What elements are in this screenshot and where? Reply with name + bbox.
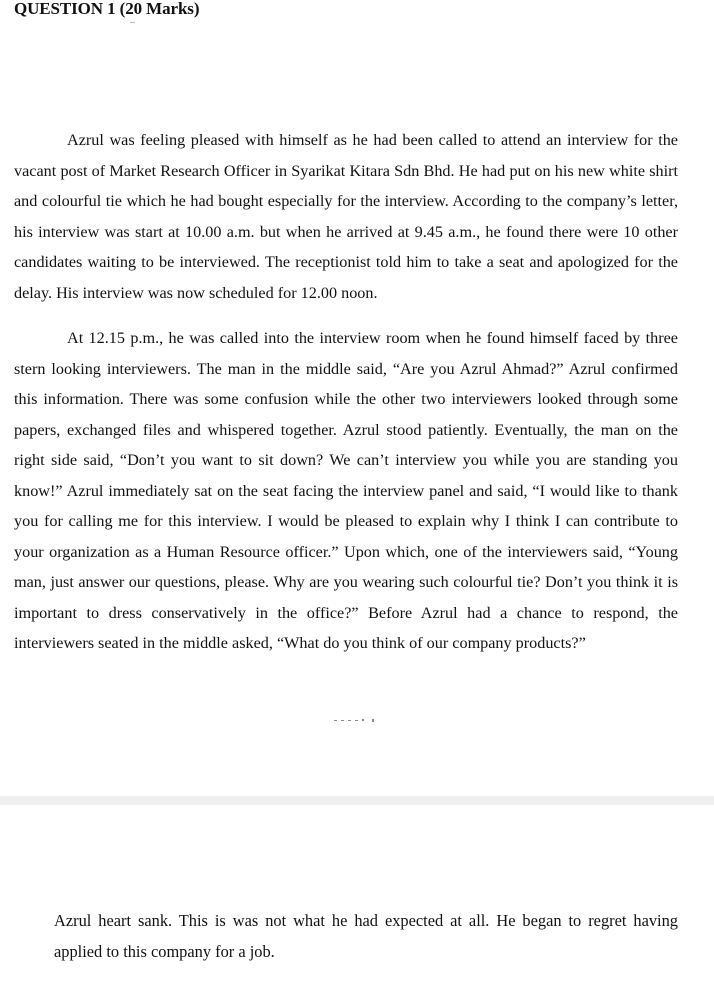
- question-heading: QUESTION 1 (20 Marks): [14, 0, 200, 18]
- page-divider: [0, 796, 714, 805]
- case-paragraph-2: At 12.15 p.m., he was called into the interview room when he found himself faced by three stern looking interviewers. The man in the middle said, “Are you Azrul Ahmad?” Azrul confirmed this information. There was some confusion while the other two interviewers looked through some papers, exchanged files and whispered together. Azrul stood patiently. Eventually, the man on the right side said, “Don’t you want to sit down? We can’t interview you while you are standing you know!” Azrul immediately sat on the seat facing the interview panel and said, “I would like to thank you for calling me for this interview. I would be pleased to explain why I think I can contribute to your organization as a Human Resource officer.” Upon which, one of the interviewers said, “Young man, just answer our questions, please. Why are you wearing such colourful tie? Don’t you think it is important to dress conservatively in the office?” Before Azrul had a chance to respond, the interviewers seated in the middle asked, “What do you think of our company products?”: [14, 329, 678, 652]
- scan-artifact: [130, 22, 135, 23]
- case-paragraph-3: Azrul heart sank. This is was not what he had expected at all. He began to regret having applied to this company for a job.: [54, 911, 678, 961]
- document-page-2: [0, 805, 714, 999]
- case-paragraph-1: Azrul was feeling pleased with himself as he had been called to attend an interview for the vacant post of Market Research Officer in Syarikat Kitara Sdn Bhd. He had put on his new white shirt and colourful tie which he had bought especially for the interview. According to the company’s letter, his interview was start at 10.00 a.m. but when he arrived at 9.45 a.m., he found there were 10 other candidates waiting to be interviewed. The receptionist told him to take a seat and apologized for the delay. His interview was now scheduled for 12.00 noon.: [14, 131, 678, 302]
- scan-artifact: [334, 719, 378, 722]
